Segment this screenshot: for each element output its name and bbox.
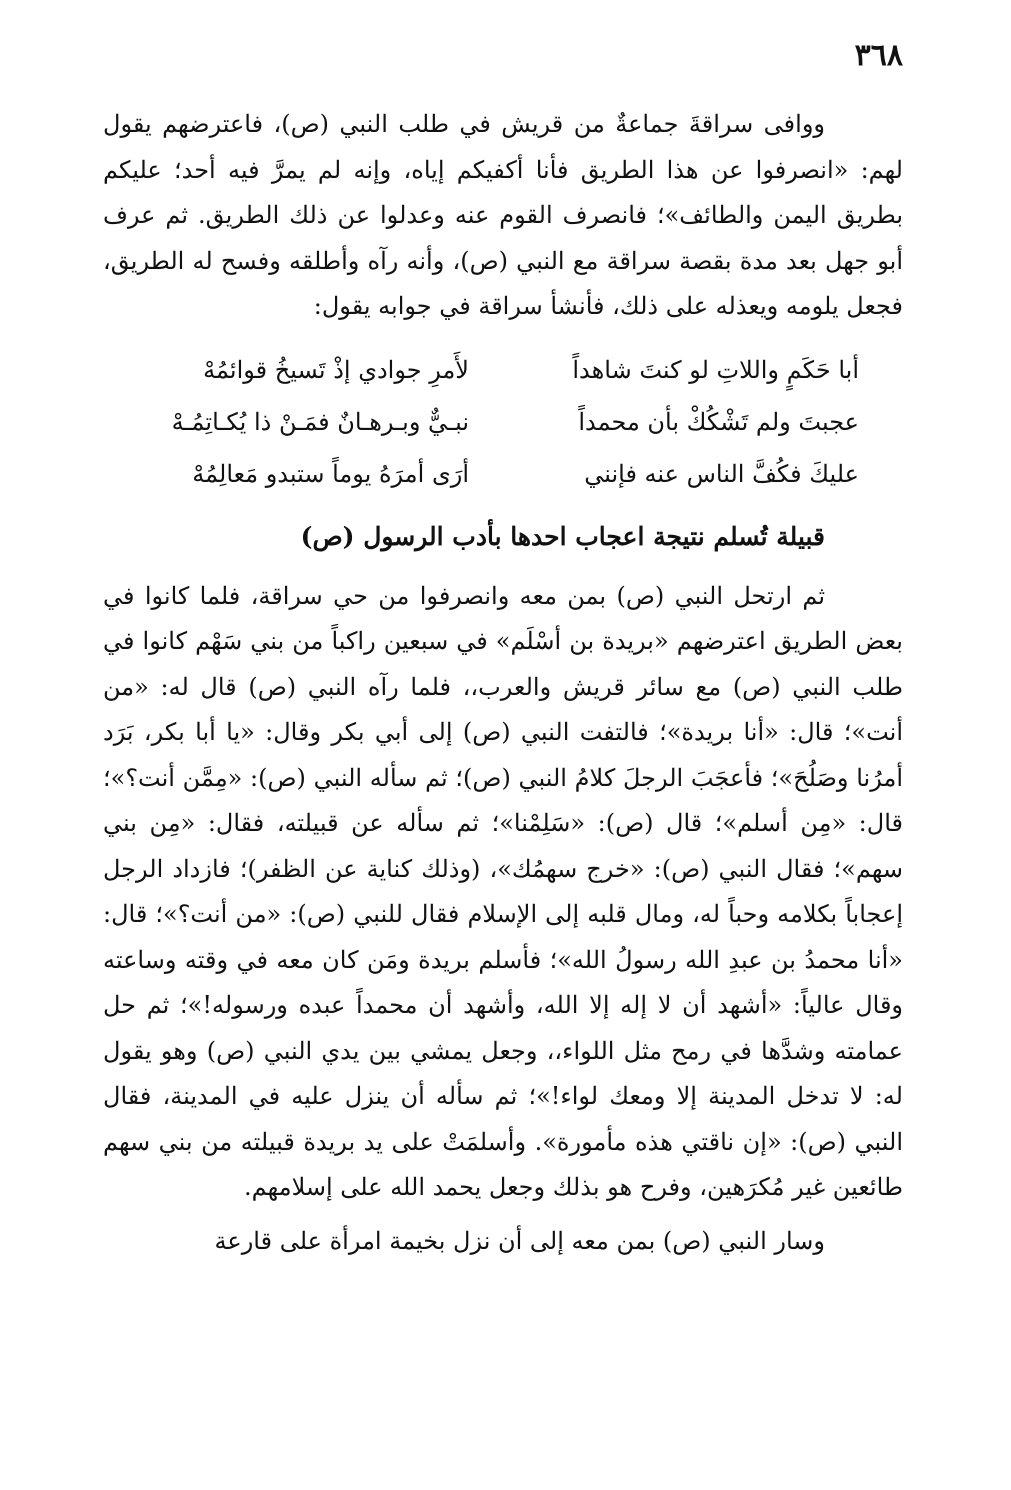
poem-hemistich-second: نبـيٌّ وبـرهـانٌ فمَـنْ ذا يُكـاتِمُـهْ bbox=[171, 407, 469, 436]
poem-verse bbox=[139, 344, 859, 396]
poem-hemistich-first: عليكَ فكُفَّ الناس عنه فإنني bbox=[584, 459, 859, 488]
poem-hemistich-first: أبا حَكَمٍ واللاتِ لو كنتَ شاهداً bbox=[572, 355, 859, 384]
poem-verse bbox=[139, 448, 859, 500]
paragraph-continuation: وسار النبي (ص) بمن معه إلى أن نزل بخيمة امرأة على قارعة bbox=[214, 1226, 825, 1255]
paragraph-buraida-story: ثم ارتحل النبي (ص) بمن معه وانصرفوا من حي سراقة، فلما كانوا في بعض الطريق اعترضهم «بريدة بن أسْلَم» في سبعين راكباً من بني سَهْم كانوا في طلب النبي (ص) مع سائر قريش والعرب،، فلما رآه النبي (ص) قال له: «من أنت»؛ قال: «أنا بريدة»؛ فالتفت النبي (ص) إلى أبي بكر وقال: «يا أبا بكر، بَرَد أمرُنا وصَلُحَ»؛ فأعجَبَ الرجلَ كلامُ النبي (ص)؛ ثم سأله النبي (ص): «مِمَّن أنت؟»؛ قال: «مِن أسلم»؛ قال (ص): «سَلِمْنا»؛ ثم سأله عن قبيلته، فقال: «مِن بني سهم»؛ فقال النبي (ص): «خرج سهمُك»، (وذلك كناية عن الظفر)؛ فازداد الرجل إعجاباً بكلامه وحباً له، ومال قلبه إلى الإسلام فقال للنبي (ص): «من أنت؟»؛ قال: «أنا محمدُ بن عبدِ الله رسولُ الله»؛ فأسلم بريدة ومَن كان معه في وقته وساعته وقال عالياً: «أشهد أن لا إله إلا الله، وأشهد أن محمداً عبده ورسوله!»؛ ثم حل عمامته وشدَّها في رمح مثل اللواء،، وجعل يمشي بين يدي النبي (ص) وهو يقول له: لا تدخل المدينة إلا ومعك لواء!»؛ ثم سأله أن ينزل عليه في المدينة، فقال النبي (ص): «إن ناقتي هذه مأمورة». وأسلمَتْ على يد بريدة قبيلته من بني سهم طائعين غير مُكرَهين، وفرح هو بذلك وجعل يحمد الله على إسلامهم. bbox=[103, 581, 904, 1201]
section-heading: قبيلة تُسلم نتيجة اعجاب احدها بأدب الرسول (ص) bbox=[300, 521, 825, 551]
poem-hemistich-second: أرَى أمرَهُ يوماً ستبدو مَعالِمُهْ bbox=[192, 459, 469, 488]
poem-hemistich-first: عجبتَ ولم تَشْكُكْ بأن محمداً bbox=[578, 407, 859, 436]
poem-verse bbox=[139, 396, 859, 448]
poem-hemistich-second: لأَمرِ جوادي إذْ تَسيخُ قوائمُهْ bbox=[203, 355, 469, 384]
poem bbox=[103, 344, 903, 500]
page-number: ٣٦٨ bbox=[854, 38, 903, 73]
paragraph-suraqa-intro: ووافى سراقةَ جماعةٌ من قريش في طلب النبي (ص)، فاعترضهم يقول لهم: «انصرفوا عن هذا الطريق فأنا أكفيكم إياه، وإنه لم يمرَّ فيه أحد؛ عليكم بطريق اليمن والطائف»؛ فانصرف القوم عنه وعدلوا عن ذلك الطريق. ثم عرف أبو جهل بعد مدة بقصة سراقة مع النبي (ص)، وأنه رآه وأطلقه وفسح له الطريق، فجعل يلومه ويعذله على ذلك، فأنشأ سراقة في جوابه يقول: bbox=[103, 110, 903, 320]
page-body bbox=[103, 102, 903, 1264]
